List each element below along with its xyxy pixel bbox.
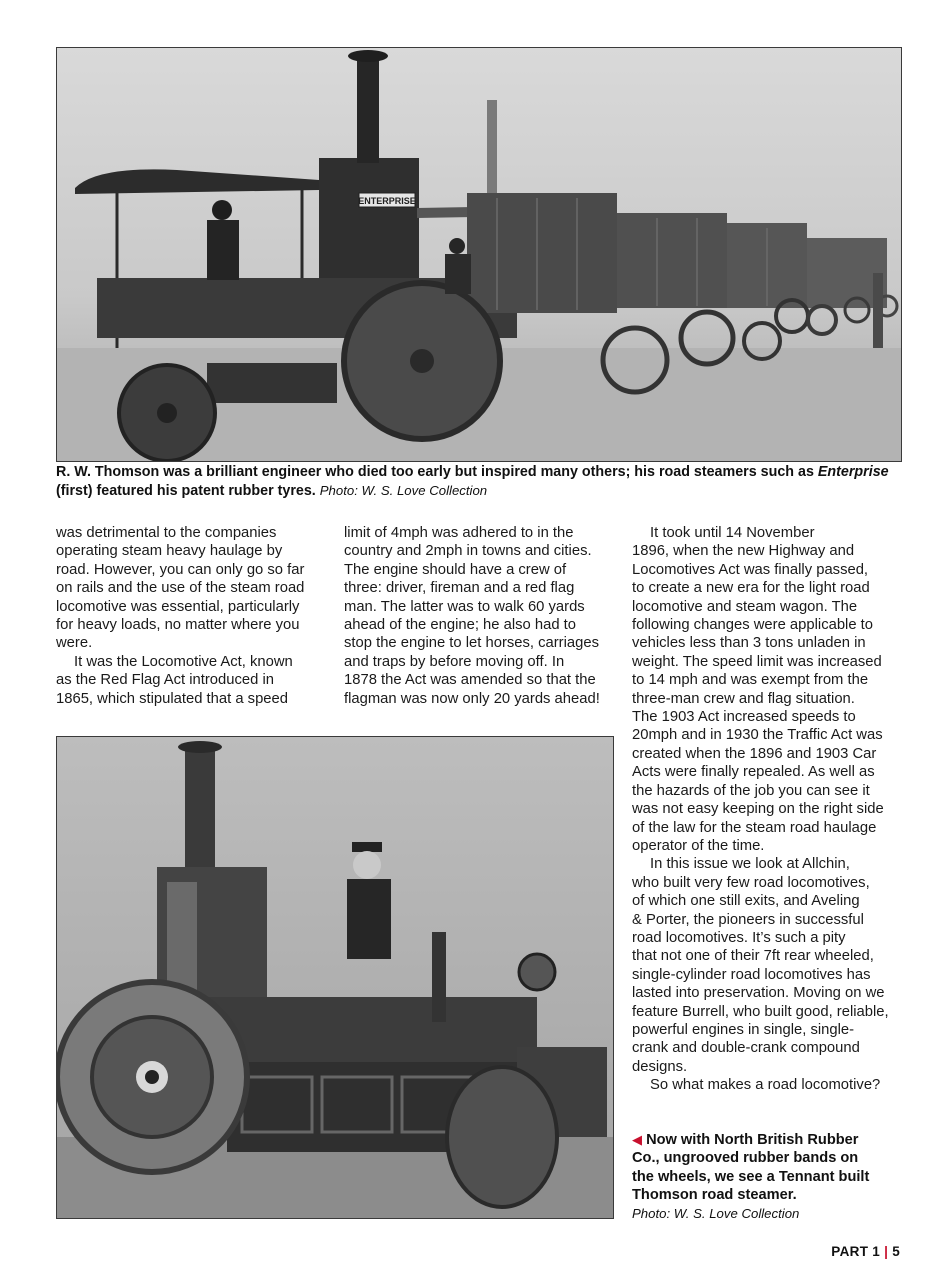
col1-paragraph-1 bbox=[56, 524, 322, 653]
text-line: the hazards of the job you can see it bbox=[632, 782, 870, 799]
text-line: to create a new era for the light road bbox=[632, 580, 870, 597]
text-line: It was the Locomotive Act, known bbox=[74, 653, 293, 670]
text-line: were. bbox=[56, 635, 93, 652]
text-line: for heavy loads, no matter where you bbox=[56, 617, 300, 634]
body-column-2 bbox=[344, 524, 614, 708]
bottom-photo-illustration bbox=[57, 737, 613, 1218]
col3-paragraph-1 bbox=[632, 524, 908, 855]
caption-text: Now with North British Rubber bbox=[646, 1132, 859, 1148]
text-line: The 1903 Act increased speeds to bbox=[632, 709, 856, 726]
caption-text: Co., ungrooved rubber bands on bbox=[632, 1150, 859, 1167]
text-line: limit of 4mph was adhered to in the bbox=[344, 525, 574, 541]
text-line: 1896, when the new Highway and bbox=[632, 543, 855, 560]
text-line: locomotive was essential, particularly bbox=[56, 598, 300, 615]
text-line: road locomotives. It’s such a pity bbox=[632, 929, 846, 946]
text-line: powerful engines in single, single- bbox=[632, 1021, 855, 1038]
text-line: of which one still exits, and Aveling bbox=[632, 893, 860, 910]
text-line: country and 2mph in towns and cities. bbox=[344, 543, 592, 560]
text-line: operator of the time. bbox=[632, 837, 765, 854]
bottom-photo-credit: Photo: W. S. Love Collection bbox=[632, 1205, 800, 1221]
caption-text: the wheels, we see a Tennant built bbox=[632, 1168, 870, 1185]
top-photo-illustration bbox=[57, 48, 901, 461]
top-photo bbox=[56, 47, 902, 462]
text-line: was not easy keeping on the right side bbox=[632, 801, 884, 818]
col1-paragraph-2 bbox=[56, 653, 322, 708]
text-line: three: driver, fireman and a red flag bbox=[344, 580, 575, 597]
folio-page-number: 5 bbox=[892, 1244, 900, 1259]
text-line: & Porter, the pioneers in successful bbox=[632, 911, 864, 928]
text-line: So what makes a road locomotive? bbox=[650, 1077, 881, 1094]
text-line: locomotive and steam wagon. The bbox=[632, 598, 858, 615]
caption-text: Thomson road steamer. bbox=[632, 1187, 797, 1204]
text-line: road. However, you can only go so far bbox=[56, 561, 305, 578]
text-line: flagman was now only 20 yards ahead! bbox=[344, 690, 600, 707]
text-line: was detrimental to the companies bbox=[56, 525, 277, 541]
text-line: and traps by before moving off. In bbox=[344, 653, 565, 670]
text-line: designs. bbox=[632, 1058, 688, 1075]
text-line: weight. The speed limit was increased bbox=[632, 653, 882, 670]
text-line: of the law for the steam road haulage bbox=[632, 819, 877, 836]
caption-arrow-icon: ◀ bbox=[632, 1132, 642, 1147]
bottom-photo-caption bbox=[632, 1131, 908, 1223]
top-photo-credit: Photo: W. S. Love Collection bbox=[319, 482, 488, 498]
caption-bold-part2: (first) featured his patent rubber tyres. bbox=[56, 482, 316, 499]
text-line: lasted into preservation. Moving on we bbox=[632, 985, 885, 1002]
text-line: vehicles less than 3 tons unladen in bbox=[632, 635, 866, 652]
top-photo-caption bbox=[56, 463, 906, 500]
nameplate-text: ENTERPRISE bbox=[358, 196, 416, 206]
text-line: following changes were applicable to bbox=[632, 617, 874, 634]
text-line: as the Red Flag Act introduced in bbox=[56, 672, 274, 689]
text-line: stop the engine to let horses, carriages bbox=[344, 635, 599, 652]
folio-part: PART 1 bbox=[831, 1244, 881, 1259]
col2-paragraph-1 bbox=[344, 524, 614, 708]
text-line: ahead of the engine; he also had to bbox=[344, 617, 577, 634]
body-column-3 bbox=[632, 524, 908, 1095]
text-line: 1865, which stipulated that a speed bbox=[56, 690, 288, 707]
text-line: In this issue we look at Allchin, bbox=[650, 856, 850, 873]
col3-paragraph-2 bbox=[632, 855, 908, 1076]
text-line: created when the 1896 and 1903 Car bbox=[632, 745, 877, 762]
text-line: operating steam heavy haulage by bbox=[56, 543, 283, 560]
text-line: feature Burrell, who built good, reliable, bbox=[632, 1003, 889, 1020]
caption-bold-part1: R. W. Thomson was a brilliant engineer who died too early but inspired many others; his road steamers such as bbox=[56, 464, 818, 480]
text-line: man. The latter was to walk 60 yards bbox=[344, 598, 585, 615]
text-line: single-cylinder road locomotives has bbox=[632, 966, 871, 983]
text-line: The engine should have a crew of bbox=[344, 561, 567, 578]
text-line: three-man crew and flag situation. bbox=[632, 690, 855, 707]
text-line: Acts were finally repealed. As well as bbox=[632, 764, 875, 781]
text-line: who built very few road locomotives, bbox=[632, 874, 870, 891]
folio-separator: | bbox=[884, 1244, 889, 1259]
bottom-photo bbox=[56, 736, 614, 1219]
text-line: Locomotives Act was finally passed, bbox=[632, 561, 869, 578]
text-line: 20mph and in 1930 the Traffic Act was bbox=[632, 727, 883, 744]
page-folio bbox=[831, 1244, 900, 1259]
text-line: 1878 the Act was amended so that the bbox=[344, 672, 596, 689]
text-line: crank and double-crank compound bbox=[632, 1040, 860, 1057]
body-column-1 bbox=[56, 524, 322, 708]
text-line: to 14 mph and was exempt from the bbox=[632, 672, 869, 689]
text-line: on rails and the use of the steam road bbox=[56, 580, 305, 597]
caption-engine-name: Enterprise bbox=[817, 464, 889, 480]
text-line: It took until 14 November bbox=[650, 525, 815, 541]
text-line: that not one of their 7ft rear wheeled, bbox=[632, 948, 874, 965]
col3-paragraph-3 bbox=[632, 1076, 908, 1094]
